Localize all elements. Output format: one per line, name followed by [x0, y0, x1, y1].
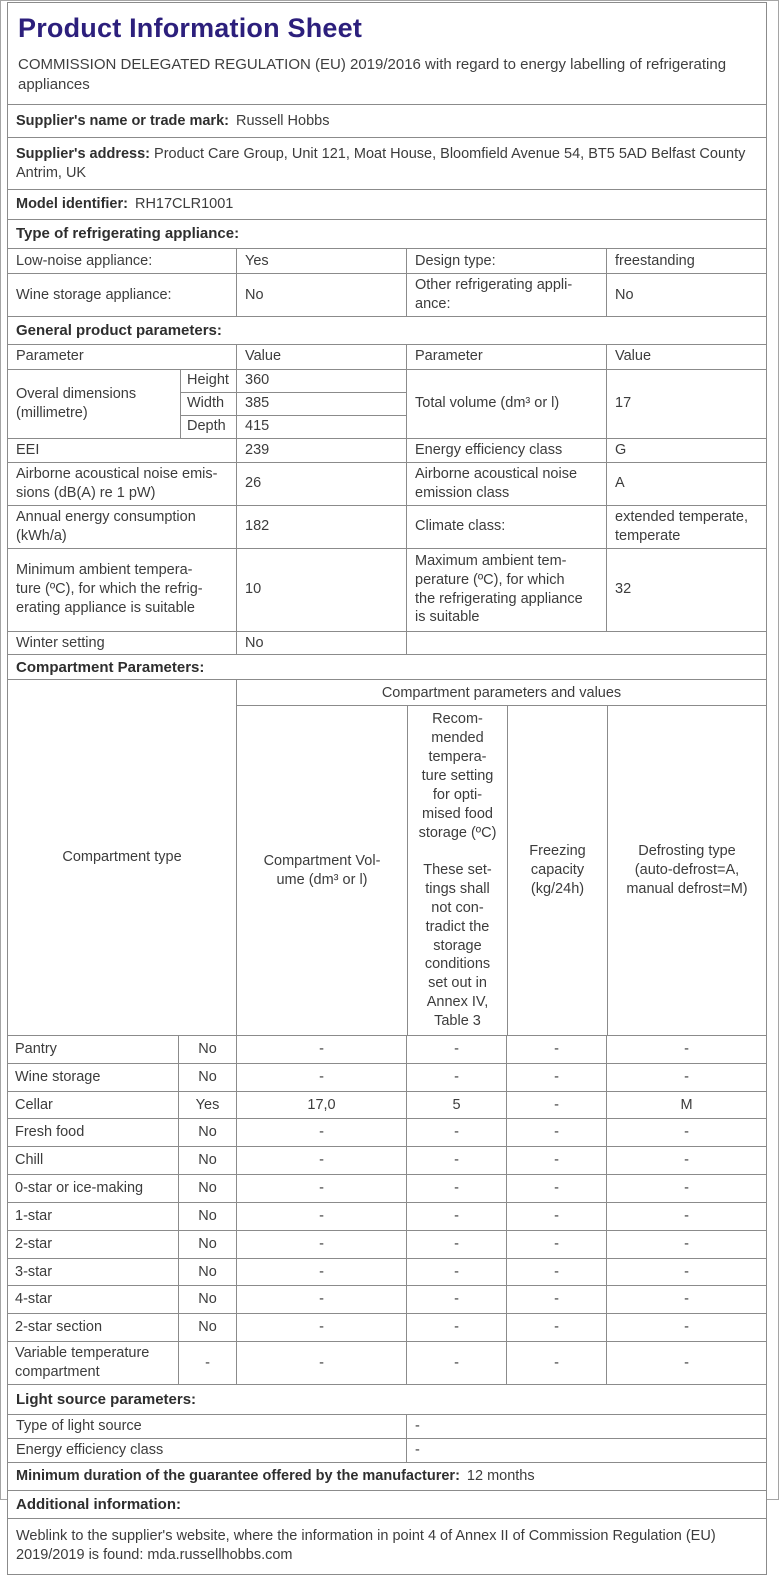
noise-emissions-value: 26 — [236, 463, 406, 505]
compartment-row-wine-storage — [8, 1063, 766, 1091]
compartment-row-3-star — [8, 1258, 766, 1286]
winter-setting-value: No — [236, 632, 406, 655]
light-source-type-row — [8, 1414, 766, 1438]
compartment-defrost: - — [606, 1119, 766, 1146]
compartment-defrost: - — [606, 1064, 766, 1091]
compartment-name: 2-star — [15, 1235, 53, 1252]
supplier-address-label: Supplier's address: — [16, 145, 150, 162]
compartment-volume: - — [236, 1314, 406, 1341]
dimension-depth-label: Depth — [187, 418, 226, 435]
compartment-present: - — [178, 1342, 236, 1384]
type-row-low-noise — [8, 248, 766, 273]
light-section-heading: Light source parameters: — [16, 1390, 197, 1408]
dimension-depth-row — [181, 415, 406, 438]
compartment-temperature: - — [406, 1175, 506, 1202]
supplier-address-row — [8, 137, 766, 189]
col-header-parameter-1: Parameter — [16, 348, 84, 365]
compartment-defrost: - — [606, 1231, 766, 1258]
eei-label: EEI — [16, 441, 40, 458]
compartment-present: No — [178, 1119, 236, 1146]
compartment-defrost: - — [606, 1286, 766, 1313]
supplier-name-cell — [8, 105, 766, 137]
compartment-present: No — [178, 1175, 236, 1202]
supplier-address-text — [16, 145, 758, 183]
compartment-freezing: - — [506, 1036, 606, 1063]
compartment-freezing: - — [506, 1286, 606, 1313]
general-section-heading: General product parameters: — [16, 321, 222, 339]
compartment-row-chill — [8, 1146, 766, 1174]
compartment-params-header-group — [236, 680, 766, 1034]
min-ambient-label: Minimum ambient tempera- ture (ºC), for which the refrig- erating appliance is suitable — [16, 562, 203, 617]
compartment-row-4-star — [8, 1285, 766, 1313]
compartment-defrost: M — [606, 1092, 766, 1119]
compartment-type-header: Compartment type — [62, 849, 182, 866]
compartment-freezing: - — [506, 1147, 606, 1174]
compartment-defrost: - — [606, 1259, 766, 1286]
compartment-row-fresh-food — [8, 1118, 766, 1146]
model-identifier-label: Model identifier: — [16, 196, 128, 213]
compartment-freezing: - — [506, 1064, 606, 1091]
compartment-volume: - — [236, 1036, 406, 1063]
dimension-height-value: 360 — [236, 370, 406, 392]
compartment-volume: - — [236, 1147, 406, 1174]
dimension-height-row — [181, 370, 406, 392]
compartment-row-0-star — [8, 1174, 766, 1202]
compartment-params-columns — [237, 705, 766, 1034]
compartment-present: No — [178, 1147, 236, 1174]
weblink-value: mda.russellhobbs.com — [147, 1547, 293, 1564]
energy-class-value: G — [606, 439, 766, 462]
additional-section-heading: Additional information: — [16, 1495, 181, 1513]
col-header-parameter-2: Parameter — [406, 345, 606, 369]
compartment-name: Pantry — [15, 1040, 57, 1057]
eei-value: 239 — [236, 439, 406, 462]
compartment-row-variable-temperature — [8, 1341, 766, 1384]
noise-class-value: A — [606, 463, 766, 505]
title-block — [8, 3, 766, 104]
compartment-temperature: - — [406, 1147, 506, 1174]
compartment-name: Wine storage — [15, 1068, 101, 1085]
max-ambient-value: 32 — [606, 549, 766, 631]
compartment-freezing: - — [506, 1231, 606, 1258]
compartment-name: 3-star — [15, 1263, 53, 1280]
winter-setting-empty-cell — [406, 632, 766, 655]
compartment-temperature: - — [406, 1314, 506, 1341]
weblink-row — [8, 1518, 766, 1574]
parameter-value-header-row — [8, 344, 766, 369]
compartment-temperature: - — [406, 1203, 506, 1230]
energy-consumption-row — [8, 505, 766, 548]
additional-section-heading-row — [8, 1490, 766, 1518]
compartment-defrost: - — [606, 1147, 766, 1174]
guarantee-cell — [8, 1463, 766, 1490]
dimension-width-value: 385 — [236, 393, 406, 415]
total-volume-value: 17 — [606, 370, 766, 438]
other-appliance-label: Other refrigerating appli- ance: — [406, 274, 606, 316]
compartment-name: Variable temperature compartment — [15, 1345, 150, 1381]
compartment-present: No — [178, 1231, 236, 1258]
compartment-temperature: - — [406, 1064, 506, 1091]
energy-consumption-label: Annual energy consumption (kWh/a) — [16, 508, 196, 544]
weblink-cell — [8, 1519, 766, 1574]
compartment-temperature: - — [406, 1286, 506, 1313]
compartment-temperature: - — [406, 1259, 506, 1286]
compartment-temperature: 5 — [406, 1092, 506, 1119]
ambient-temperature-row — [8, 548, 766, 631]
light-efficiency-value: - — [406, 1439, 766, 1462]
compartment-freezing: - — [506, 1203, 606, 1230]
compartment-row-cellar — [8, 1091, 766, 1119]
regulation-text: COMMISSION DELEGATED REGULATION (EU) 2019/2016 with regard to energy labelling of refrigerating appliances — [18, 56, 727, 93]
noise-class-label: Airborne acoustical noise emission class — [406, 463, 606, 505]
compartment-row-pantry — [8, 1035, 766, 1063]
low-noise-label: Low-noise appliance: — [16, 252, 153, 269]
supplier-name-row — [8, 104, 766, 137]
dimensions-label: Overal dimensions (millimetre) — [16, 385, 137, 421]
light-section-heading-row — [8, 1384, 766, 1414]
total-volume-label: Total volume (dm³ or l) — [406, 370, 606, 438]
compartment-row-1-star — [8, 1202, 766, 1230]
compartment-temperature-header: Recom- mended tempera- ture setting for opti- mised food storage (ºC) These set- tings shall not con- tradict the storage conditions set out in Annex IV, Table 3 — [407, 706, 507, 1034]
compartment-present: No — [178, 1064, 236, 1091]
compartment-temperature: - — [406, 1231, 506, 1258]
winter-setting-label: Winter setting — [16, 634, 105, 651]
climate-class-label: Climate class: — [406, 506, 606, 548]
compartment-freezing: - — [506, 1342, 606, 1384]
col-header-value-1: Value — [236, 345, 406, 369]
dimension-width-row — [181, 392, 406, 415]
compartment-defrost: - — [606, 1036, 766, 1063]
supplier-address-value: Product Care Group, Unit 121, Moat House, Bloomfield Avenue 54, BT5 5AD Belfast County Antrim, UK — [16, 145, 746, 181]
compartment-present: No — [178, 1286, 236, 1313]
noise-row — [8, 462, 766, 505]
compartment-volume-header: Compartment Vol- ume (dm³ or l) — [263, 852, 381, 888]
compartment-freezing: - — [506, 1119, 606, 1146]
compartment-defrost-header: Defrosting type (auto-defrost=A, manual defrost=M) — [607, 706, 766, 1034]
compartment-volume: - — [236, 1342, 406, 1384]
type-section-heading-row — [8, 219, 766, 248]
compartment-temperature: - — [406, 1342, 506, 1384]
supplier-name-value: Russell Hobbs — [235, 112, 330, 129]
compartment-defrost: - — [606, 1342, 766, 1384]
dimensions-sub-table — [180, 370, 406, 438]
type-row-wine-storage — [8, 273, 766, 316]
compartment-name: 1-star — [15, 1207, 53, 1224]
compartment-params-group-label: Compartment parameters and values — [381, 684, 622, 701]
compartment-volume: - — [236, 1119, 406, 1146]
guarantee-label: Minimum duration of the guarantee offered by the manufacturer: — [16, 1467, 460, 1484]
compartment-section-heading-row — [8, 654, 766, 679]
type-section-heading: Type of refrigerating appliance: — [16, 225, 240, 243]
sheet-table — [7, 2, 767, 1575]
compartment-freezing: - — [506, 1259, 606, 1286]
max-ambient-label: Maximum ambient tem- perature (ºC), for which the refrigerating appliance is suitable — [406, 549, 606, 631]
eei-row — [8, 438, 766, 462]
noise-emissions-label: Airborne acoustical noise emis- sions (dB(A) re 1 pW) — [16, 465, 218, 501]
compartment-row-2-star-section — [8, 1313, 766, 1341]
general-section-heading-row — [8, 316, 766, 344]
compartment-volume: - — [236, 1064, 406, 1091]
compartment-volume: - — [236, 1259, 406, 1286]
page-title: Product Information Sheet — [18, 13, 363, 43]
compartment-name: Fresh food — [15, 1124, 85, 1141]
other-appliance-value: No — [606, 274, 766, 316]
low-noise-value: Yes — [236, 249, 406, 273]
compartment-freezing: - — [506, 1175, 606, 1202]
compartment-defrost: - — [606, 1203, 766, 1230]
supplier-name-label: Supplier's name or trade mark: — [16, 112, 229, 129]
compartment-name: 0-star or ice-making — [15, 1180, 144, 1197]
compartment-volume: - — [236, 1175, 406, 1202]
model-identifier-row — [8, 189, 766, 219]
compartment-volume: 17,0 — [236, 1092, 406, 1119]
model-identifier-value: RH17CLR1001 — [134, 196, 234, 213]
compartment-row-2-star — [8, 1230, 766, 1258]
compartment-present: Yes — [178, 1092, 236, 1119]
climate-class-value: extended temperate, temperate — [606, 506, 766, 548]
light-efficiency-row — [8, 1438, 766, 1462]
compartment-name: 4-star — [15, 1291, 53, 1308]
compartment-present: No — [178, 1036, 236, 1063]
compartment-table-header — [8, 679, 766, 1034]
wine-storage-appliance-value: No — [236, 274, 406, 316]
compartment-name: Chill — [15, 1152, 44, 1169]
min-ambient-value: 10 — [236, 549, 406, 631]
light-source-type-value: - — [406, 1415, 766, 1438]
compartment-name: Cellar — [15, 1096, 53, 1113]
light-source-type-label: Type of light source — [16, 1418, 142, 1435]
compartment-volume: - — [236, 1203, 406, 1230]
compartment-defrost: - — [606, 1175, 766, 1202]
col-header-value-2: Value — [606, 345, 766, 369]
design-type-label: Design type: — [406, 249, 606, 273]
compartment-present: No — [178, 1203, 236, 1230]
compartment-present: No — [178, 1314, 236, 1341]
compartment-freezing: - — [506, 1314, 606, 1341]
compartment-volume: - — [236, 1231, 406, 1258]
light-efficiency-label: Energy efficiency class — [16, 1441, 164, 1458]
guarantee-value: 12 months — [466, 1467, 535, 1484]
compartment-volume: - — [236, 1286, 406, 1313]
compartment-temperature: - — [406, 1119, 506, 1146]
energy-consumption-value: 182 — [236, 506, 406, 548]
weblink-label: Weblink to the supplier's website, where the information in point 4 of Annex II of Commission Regulation (EU) 2019/2019 is found: — [16, 1528, 716, 1564]
design-type-value: freestanding — [606, 249, 766, 273]
model-identifier-cell — [8, 190, 766, 219]
supplier-address-cell — [8, 138, 766, 189]
compartment-defrost: - — [606, 1314, 766, 1341]
compartment-freezing-header: Freezing capacity (kg/24h) — [507, 706, 607, 1034]
guarantee-row — [8, 1462, 766, 1490]
compartment-section-heading: Compartment Parameters: — [16, 658, 205, 676]
dimension-width-label: Width — [187, 395, 225, 412]
energy-class-label: Energy efficiency class — [406, 439, 606, 462]
wine-storage-appliance-label: Wine storage appliance: — [16, 286, 172, 303]
weblink-text — [16, 1527, 758, 1565]
compartment-present: No — [178, 1259, 236, 1286]
compartment-temperature: - — [406, 1036, 506, 1063]
compartment-name: 2-star section — [15, 1319, 103, 1336]
compartment-freezing: - — [506, 1092, 606, 1119]
dimensions-row — [8, 369, 766, 438]
dimension-height-label: Height — [187, 372, 229, 389]
winter-setting-row — [8, 631, 766, 655]
dimension-depth-value: 415 — [236, 416, 406, 438]
